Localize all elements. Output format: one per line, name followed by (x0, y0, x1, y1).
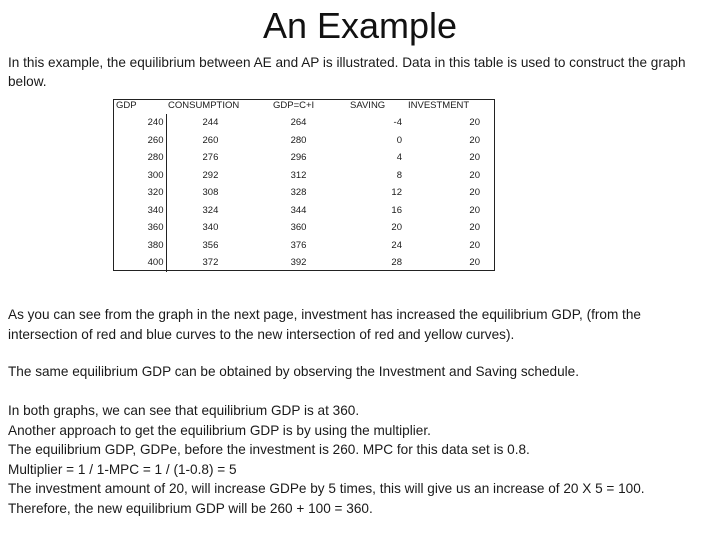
table-row (114, 114, 496, 132)
table-cell: 20 (469, 222, 480, 234)
multiplier-line: In both graphs, we can see that equilibrium GDP is at 360. (8, 403, 360, 418)
table-cell: 244 (202, 117, 219, 129)
multiplier-line: Another approach to get the equilibrium GDP is by using the multiplier. (8, 422, 431, 438)
table-body (114, 114, 496, 272)
table-cell: 340 (114, 202, 166, 220)
table-row (114, 184, 496, 202)
multiplier-line: The equilibrium GDP, GDPe, before the investment is 260. MPC for this data set is 0.8. (8, 442, 530, 457)
table-cell: 328 (290, 187, 307, 199)
table-cell: 280 (114, 149, 166, 167)
table-cell: 0 (396, 134, 402, 146)
table-row (114, 237, 496, 255)
multiplier-line: Multiplier = 1 / 1-MPC = 1 / (1-0.8) = 5 (8, 461, 237, 477)
table-cell: 344 (290, 204, 307, 216)
page-title: An Example (262, 5, 458, 46)
table-cell: 20 (469, 187, 480, 199)
table-cell: 8 (396, 169, 402, 181)
table-row (114, 132, 496, 150)
table-cell: 28 (391, 257, 402, 269)
table-cell: 356 (202, 239, 219, 251)
table-cell: 360 (114, 219, 166, 237)
header-gdp-c-i: GDP=C+I (273, 100, 315, 111)
table-cell: -4 (393, 117, 402, 129)
paragraph-saving-schedule: The same equilibrium GDP can be obtained by observing the Investment and Saving schedule. (8, 364, 580, 379)
table-cell: 320 (114, 184, 166, 202)
table-cell: 20 (469, 169, 480, 181)
table-cell: 360 (290, 222, 307, 234)
table-cell: 20 (469, 117, 480, 129)
table-cell: 20 (391, 222, 402, 234)
table-header-row (114, 100, 496, 114)
table-cell: 20 (469, 239, 480, 251)
table-cell: 12 (391, 187, 402, 199)
table-cell: 20 (469, 257, 480, 269)
table-row (114, 202, 496, 220)
table-row (114, 167, 496, 185)
table-cell: 276 (202, 152, 219, 164)
table-cell: 240 (114, 114, 166, 132)
header-gdp: GDP (116, 100, 137, 111)
paragraph-multiplier (8, 401, 708, 518)
table-cell: 20 (469, 152, 480, 164)
table-cell: 292 (202, 169, 219, 181)
data-table (114, 100, 497, 272)
table-cell: 20 (469, 134, 480, 146)
intro-paragraph: In this example, the equilibrium between AE and AP is illustrated. Data in this table is used to construct the graph below. (8, 55, 686, 89)
table-cell: 324 (202, 204, 219, 216)
table-cell: 340 (202, 222, 219, 234)
table-cell: 312 (290, 169, 307, 181)
header-consumption: CONSUMPTION (168, 100, 240, 111)
table-cell: 260 (114, 132, 166, 150)
table-cell: 296 (290, 152, 307, 164)
table-cell: 300 (114, 167, 166, 185)
table-row (114, 219, 496, 237)
table-cell: 308 (202, 187, 219, 199)
table-cell: 392 (290, 257, 307, 269)
header-saving: SAVING (350, 100, 386, 111)
multiplier-line: The investment amount of 20, will increase GDPe by 5 times, this will give us an increase of 20 X 5 = 100. (8, 481, 645, 496)
table-cell: 264 (290, 117, 307, 129)
multiplier-line: Therefore, the new equilibrium GDP will be 260 + 100 = 360. (8, 500, 373, 516)
table-cell: 280 (290, 134, 307, 146)
table-cell: 24 (391, 239, 402, 251)
header-investment: INVESTMENT (408, 100, 470, 111)
table-cell: 260 (202, 134, 219, 146)
table-cell: 4 (396, 152, 402, 164)
paragraph-graph-explanation: As you can see from the graph in the next page, investment has increased the equilibrium GDP, (from the intersection of red and blue curves to the new intersection of red and yellow curves). (8, 307, 641, 342)
table-row (114, 149, 496, 167)
data-table-container (113, 99, 495, 271)
table-cell: 372 (202, 257, 219, 269)
table-cell: 380 (114, 237, 166, 255)
table-cell: 400 (114, 254, 166, 272)
table-row (114, 254, 496, 272)
table-cell: 20 (469, 204, 480, 216)
table-cell: 16 (391, 204, 402, 216)
table-cell: 376 (290, 239, 307, 251)
